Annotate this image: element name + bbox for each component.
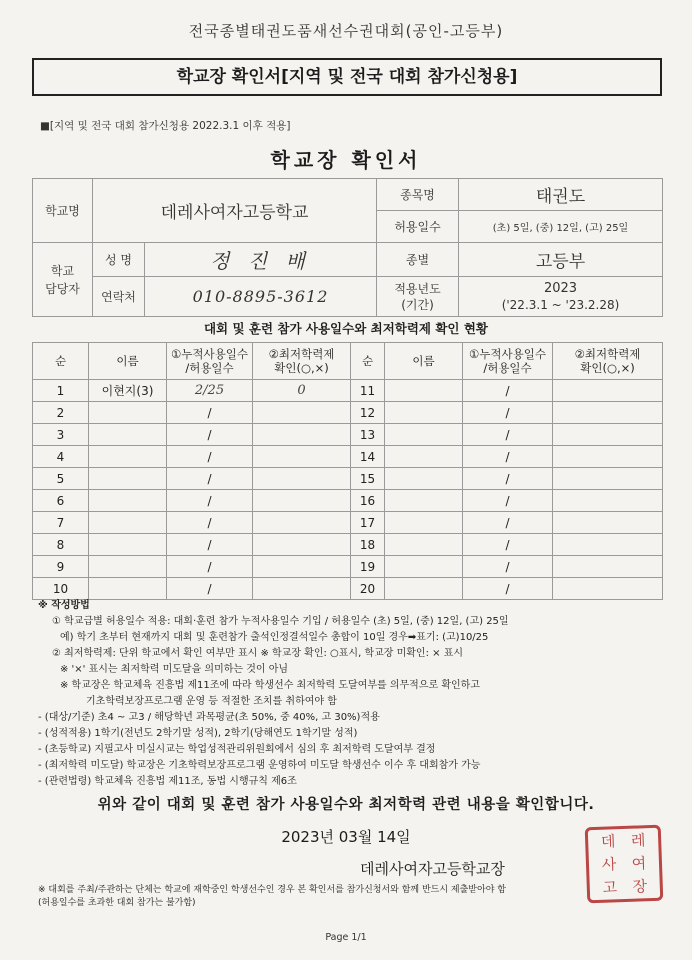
applicability-note: ■[지역 및 전국 대회 참가신청용 2022.3.1 이후 적용] xyxy=(40,120,291,132)
athlete-name-cell xyxy=(89,512,167,534)
row-number-cell: 3 xyxy=(33,424,89,446)
academic-check-cell xyxy=(253,534,351,556)
used-days-cell: / xyxy=(463,468,553,490)
instruction-line: 예) 학기 초부터 현재까지 대회 및 훈련참가 출석인정결석일수 총합이 10일 경우➡표기: (고)10/25 xyxy=(60,632,489,643)
official-seal-stamp: 데 레 사 여 고 장 xyxy=(585,825,664,904)
athlete-name-cell xyxy=(385,512,463,534)
instruction-line: ※ '×' 표시는 최저학력 미도달을 의미하는 것이 아님 xyxy=(60,664,289,675)
table-row xyxy=(33,556,663,578)
year-value: 2023 xyxy=(543,280,578,296)
row-number-cell: 18 xyxy=(351,534,385,556)
athlete-name-cell xyxy=(89,534,167,556)
row-number-cell: 13 xyxy=(351,424,385,446)
row-number-cell: 12 xyxy=(351,402,385,424)
row-number-cell: 19 xyxy=(351,556,385,578)
allowed-days-label: 허용일수 xyxy=(377,211,459,243)
academic-check-cell xyxy=(253,578,351,600)
academic-check-cell xyxy=(553,380,663,402)
athlete-name-cell xyxy=(385,490,463,512)
instruction-line: - (최저학력 미도달) 학교장은 기초학력보장프로그램 운영하여 미도달 학생선수 이수 후 대회참가 가능 xyxy=(38,760,481,771)
row-number-cell: 14 xyxy=(351,446,385,468)
athlete-name-cell: 이현지(3) xyxy=(89,380,167,402)
athlete-name-cell xyxy=(89,402,167,424)
school-value: 데레사여자고등학교 xyxy=(93,179,377,243)
academic-check-cell xyxy=(553,512,663,534)
row-number-cell: 16 xyxy=(351,490,385,512)
instructions-heading: ※ 작성방법 xyxy=(38,600,90,611)
academic-check-cell xyxy=(553,490,663,512)
used-days-cell: / xyxy=(167,578,253,600)
academic-check-cell xyxy=(553,556,663,578)
used-days-cell: / xyxy=(167,446,253,468)
name-label: 성 명 xyxy=(93,243,145,277)
athlete-name-cell xyxy=(385,380,463,402)
academic-check-cell xyxy=(253,556,351,578)
instruction-line: - (성적적용) 1학기(전년도 2학기말 성적), 2학기(당해연도 1학기말 성적) xyxy=(38,728,358,739)
row-number-cell: 5 xyxy=(33,468,89,490)
table-row xyxy=(33,512,663,534)
academic-check-cell xyxy=(253,424,351,446)
row-number-cell: 15 xyxy=(351,468,385,490)
row-number-cell: 1 xyxy=(33,380,89,402)
page-number: Page 1/1 xyxy=(325,932,367,943)
athlete-name-cell xyxy=(385,578,463,600)
year-cell xyxy=(459,277,663,317)
athlete-name-cell xyxy=(89,468,167,490)
academic-check-cell xyxy=(553,534,663,556)
table-row xyxy=(33,380,663,402)
instruction-line: - (관련법령) 학교체육 진흥법 제11조, 동법 시행규칙 제6조 xyxy=(38,776,297,787)
period-value: ('22.3.1 ~ '23.2.28) xyxy=(501,297,620,312)
used-days-cell: / xyxy=(167,424,253,446)
athlete-name-cell xyxy=(89,446,167,468)
col-name-right: 이름 xyxy=(385,343,463,380)
instruction-line: ② 최저학력제: 단위 학교에서 확인 여부만 표시 ※ 학교장 확인: ○표시, 학교장 미확인: × 표시 xyxy=(52,648,464,659)
name-value: 정 진 배 xyxy=(145,243,377,277)
event-value: 태권도 xyxy=(459,179,663,211)
academic-check-cell xyxy=(253,490,351,512)
athlete-name-cell xyxy=(385,468,463,490)
academic-check-cell: 0 xyxy=(253,380,351,402)
athlete-name-cell xyxy=(385,556,463,578)
issue-date: 2023년 03월 14일 xyxy=(281,828,411,846)
col-days-left: ①누적사용일수 /허용일수 xyxy=(167,343,253,380)
confirmation-statement: 위와 같이 대회 및 훈련 참가 사용일수와 최저학력 관련 내용을 확인합니다. xyxy=(97,797,595,813)
instruction-line: 기초학력보장프로그램 운영 등 적절한 조치를 취하여야 함 xyxy=(86,696,337,707)
athlete-name-cell xyxy=(89,578,167,600)
form-title-box: 학교장 확인서[지역 및 전국 대회 참가신청용] xyxy=(32,58,662,96)
table-row xyxy=(33,534,663,556)
footer-notes xyxy=(38,884,668,910)
row-number-cell: 8 xyxy=(33,534,89,556)
contact-label: 연락처 xyxy=(93,277,145,317)
used-days-cell: / xyxy=(167,512,253,534)
table-row xyxy=(33,490,663,512)
academic-check-cell xyxy=(253,446,351,468)
used-days-cell: / xyxy=(463,534,553,556)
used-days-cell: / xyxy=(463,446,553,468)
col-check-right: ②최저학력제 확인(○,×) xyxy=(553,343,663,380)
row-number-cell: 6 xyxy=(33,490,89,512)
row-number-cell: 7 xyxy=(33,512,89,534)
row-number-cell: 11 xyxy=(351,380,385,402)
division-label: 종별 xyxy=(377,243,459,277)
row-number-cell: 9 xyxy=(33,556,89,578)
school-label: 학교명 xyxy=(33,179,93,243)
academic-check-cell xyxy=(553,468,663,490)
division-value: 고등부 xyxy=(459,243,663,277)
used-days-cell: / xyxy=(167,534,253,556)
event-label: 종목명 xyxy=(377,179,459,211)
instructions xyxy=(38,598,678,790)
instruction-line: - (초등학교) 지필고사 미실시교는 학업성적관리위원회에서 심의 후 최저학력 도달여부 결정 xyxy=(38,744,436,755)
table-row xyxy=(33,402,663,424)
instruction-line: ① 학교급별 허용일수 적용: 대회·훈련 참가 누적사용일수 기입 / 허용일수 (초) 5일, (중) 12일, (고) 25일 xyxy=(52,616,509,627)
participation-table xyxy=(32,342,662,600)
academic-check-cell xyxy=(253,468,351,490)
athlete-name-cell xyxy=(89,424,167,446)
col-days-right: ①누적사용일수 /허용일수 xyxy=(463,343,553,380)
athlete-name-cell xyxy=(89,490,167,512)
academic-check-cell xyxy=(553,402,663,424)
athlete-name-cell xyxy=(385,424,463,446)
main-title: 학교장 확인서 xyxy=(270,148,422,172)
used-days-cell: / xyxy=(167,468,253,490)
academic-check-cell xyxy=(253,402,351,424)
used-days-cell: / xyxy=(463,380,553,402)
used-days-cell: / xyxy=(463,490,553,512)
row-number-cell: 2 xyxy=(33,402,89,424)
row-number-cell: 17 xyxy=(351,512,385,534)
academic-check-cell xyxy=(553,578,663,600)
academic-check-cell xyxy=(253,512,351,534)
top-heading: 전국종별태권도품새선수권대회(공인-고등부) xyxy=(188,22,504,40)
table-row xyxy=(33,424,663,446)
footer-line: ※ 대회를 주최/주관하는 단체는 학교에 재학중인 학생선수인 경우 본 확인서를 참가신청서와 함께 반드시 제출받아야 함 xyxy=(38,885,506,895)
academic-check-cell xyxy=(553,446,663,468)
used-days-cell: / xyxy=(463,402,553,424)
table-row xyxy=(33,446,663,468)
school-info-table xyxy=(32,178,662,316)
allowed-days-value: (초) 5일, (중) 12일, (고) 25일 xyxy=(459,211,663,243)
used-days-cell: / xyxy=(463,424,553,446)
col-no-right: 순 xyxy=(351,343,385,380)
used-days-cell: / xyxy=(463,556,553,578)
instruction-line: ※ 학교장은 학교체육 진흥법 제11조에 따라 학생선수 최저학력 도달여부를 의무적으로 확인하고 xyxy=(60,680,480,691)
athlete-name-cell xyxy=(385,446,463,468)
section-title: 대회 및 훈련 참가 사용일수와 최저학력제 확인 현황 xyxy=(203,321,489,336)
table-row xyxy=(33,578,663,600)
athlete-name-cell xyxy=(385,402,463,424)
used-days-cell: / xyxy=(167,402,253,424)
principal-name: 데레사여자고등학교장 xyxy=(360,860,505,878)
instruction-line: - (대상/기준) 초4 ~ 고3 / 해당학년 과목평균(초 50%, 중 40%, 고 30%)적용 xyxy=(38,712,380,723)
athlete-name-cell xyxy=(385,534,463,556)
contact-value: 010-8895-3612 xyxy=(145,277,377,317)
academic-check-cell xyxy=(553,424,663,446)
used-days-cell: 2/25 xyxy=(167,380,253,402)
used-days-cell: / xyxy=(167,556,253,578)
athlete-name-cell xyxy=(89,556,167,578)
manager-label: 학교 담당자 xyxy=(33,243,93,317)
used-days-cell: / xyxy=(167,490,253,512)
used-days-cell: / xyxy=(463,578,553,600)
row-number-cell: 20 xyxy=(351,578,385,600)
row-number-cell: 10 xyxy=(33,578,89,600)
row-number-cell: 4 xyxy=(33,446,89,468)
year-label: 적용년도 (기간) xyxy=(377,277,459,317)
col-no-left: 순 xyxy=(33,343,89,380)
col-check-left: ②최저학력제 확인(○,×) xyxy=(253,343,351,380)
col-name-left: 이름 xyxy=(89,343,167,380)
table-row xyxy=(33,468,663,490)
footer-line: (허용일수를 초과한 대회 참가는 불가함) xyxy=(38,898,196,908)
used-days-cell: / xyxy=(463,512,553,534)
